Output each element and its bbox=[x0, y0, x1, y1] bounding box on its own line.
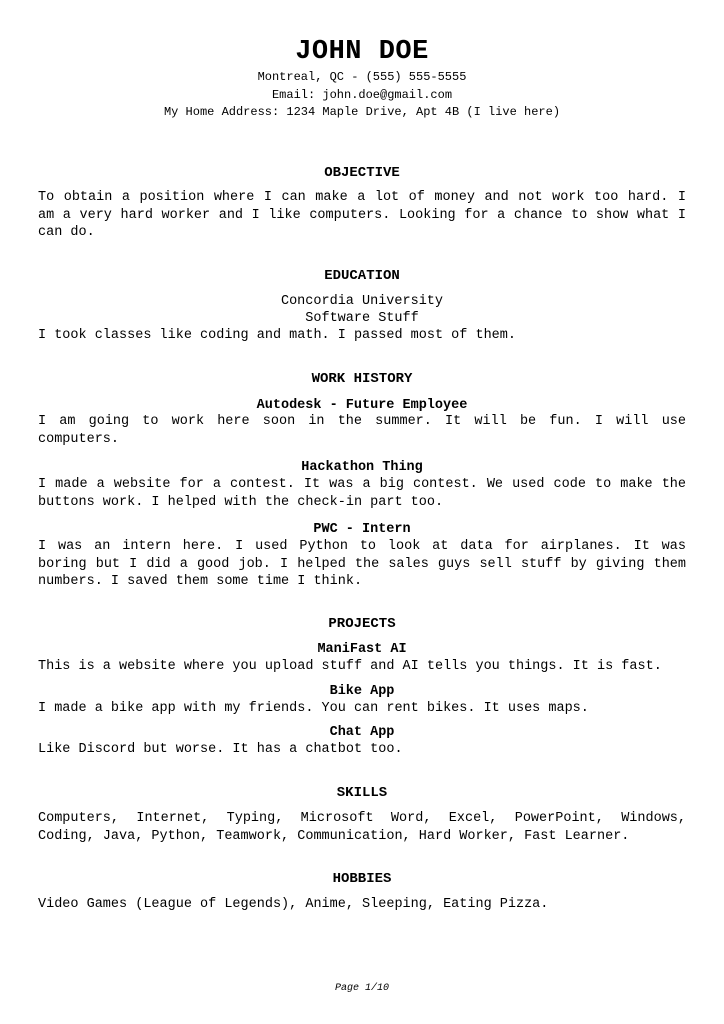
skills-heading: SKILLS bbox=[336, 785, 388, 801]
work-item-title: Hackathon Thing bbox=[301, 460, 423, 475]
project-item-text: Like Discord but worse. It has a chatbot too. bbox=[38, 742, 403, 757]
page-number: Page 1/10 bbox=[334, 983, 389, 994]
project-item-text: This is a website where you upload stuff and AI tells you things. It is fast. bbox=[38, 659, 662, 674]
contact-line: Montreal, QC - (555) 555-5555 bbox=[257, 70, 467, 84]
objective-heading: OBJECTIVE bbox=[324, 165, 400, 181]
work-item-title: Autodesk - Future Employee bbox=[256, 398, 468, 413]
projects-heading: PROJECTS bbox=[328, 616, 396, 632]
education-text: I took classes like coding and math. I passed most of them. bbox=[38, 328, 516, 343]
project-item-title: Chat App bbox=[329, 725, 395, 740]
education-program: Software Stuff bbox=[305, 311, 419, 326]
email-line: Email: john.doe@gmail.com bbox=[271, 88, 453, 102]
education-school: Concordia University bbox=[280, 294, 444, 309]
work-history-heading: WORK HISTORY bbox=[311, 371, 413, 387]
hobbies-heading: HOBBIES bbox=[332, 871, 392, 887]
hobbies-text: Video Games (League of Legends), Anime, Sleeping, Eating Pizza. bbox=[38, 897, 549, 912]
project-item-text: I made a bike app with my friends. You can rent bikes. It uses maps. bbox=[38, 701, 589, 716]
skills-text: Computers, Internet, Typing, Microsoft Word, Excel, PowerPoint, Windows, Coding, Java, Python, Teamwork, Communication, Hard Worker, Fast Learner. bbox=[38, 811, 686, 844]
objective-text: To obtain a position where I can make a lot of money and not work too hard. I am a very hard worker and I like computers. Looking for a chance to show what I can do. bbox=[38, 190, 686, 240]
project-item-title: ManiFast AI bbox=[317, 642, 407, 657]
candidate-name: JOHN DOE bbox=[295, 37, 429, 67]
education-heading: EDUCATION bbox=[324, 268, 400, 284]
work-item-text: I was an intern here. I used Python to look at data for airplanes. It was boring but I did a good job. I helped the sales guys sell stuff by giving them numbers. I saved them some time I think. bbox=[38, 539, 686, 589]
address-line: My Home Address: 1234 Maple Drive, Apt 4B (I live here) bbox=[163, 105, 561, 119]
work-item-title: PWC - Intern bbox=[313, 522, 411, 537]
work-item-text: I am going to work here soon in the summer. It will be fun. I will use computers. bbox=[38, 414, 686, 447]
project-item-title: Bike App bbox=[329, 684, 395, 699]
work-item-text: I made a website for a contest. It was a big contest. We used code to make the buttons work. I helped with the check-in part too. bbox=[38, 477, 686, 510]
